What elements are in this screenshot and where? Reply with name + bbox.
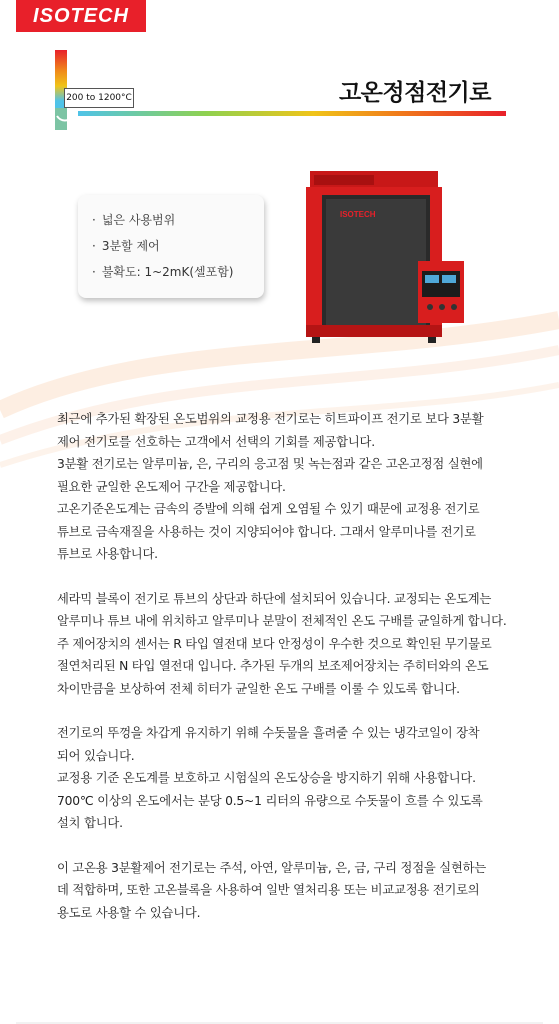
feature-item: · 불확도: 1~2mK(셀포함) [92,265,234,279]
title-underline [78,111,506,116]
description-text [57,408,517,924]
description-line: 설치 합니다. [57,816,123,830]
description-line: 차이만큼을 보상하여 전체 히터가 균일한 온도 구배를 이룰 수 있도록 합니다. [57,681,460,696]
feature-list [78,195,264,298]
description-line: 이 고온용 3분활제어 전기로는 주석, 아연, 알루미늄, 은, 금, 구리 정점을 실현하는 [57,860,487,875]
description-line: 필요한 균일한 온도제어 구간을 제공합니다. [57,479,286,494]
description-line [57,700,517,722]
description-line [57,566,517,588]
description-line: 튜브로 사용합니다. [57,547,158,561]
description-line: 최근에 추가된 확장된 온도범위의 교정용 전기로는 히트파이프 전기로 보다 3분활 [57,412,484,426]
description-line: 교정용 기준 온도계를 보호하고 시험실의 온도상승을 방지하기 위해 사용합니다. [57,771,476,785]
furnace-product-image [300,165,500,365]
feature-item: · 3분할 제어 [92,239,160,253]
description-line: 전기로의 뚜껑을 차갑게 유지하기 위해 수돗물을 흘려줄 수 있는 냉각코일이 장착 [57,726,480,740]
description-line: 절연처리된 N 타입 열전대 입니다. 추가된 두개의 보조제어장치는 주히터와의 온도 [57,659,489,673]
page-title: 고온정점전기로 [338,80,491,106]
description-line: 3분활 전기로는 알루미늄, 은, 구리의 응고점 및 녹는점과 같은 고온고정점 실현에 [57,457,483,471]
description-line: 고온기준온도계는 금속의 증발에 의해 쉽게 오염될 수 있기 때문에 교정용 전기로 [57,502,480,516]
furnace-brand-text: ISOTECH [340,210,376,219]
logo-text: ISOTECH [33,4,129,27]
feature-item: · 넓은 사용범위 [92,213,176,227]
description-line: 용도로 사용할 수 있습니다. [57,905,201,920]
temperature-range-label: 200 to 1200°C [64,88,134,108]
description-line: 튜브로 금속재질을 사용하는 것이 지양되어야 합니다. 그래서 알루미나를 전기로 [57,524,476,539]
description-line: 알루미나 튜브 내에 위치하고 알루미나 분말이 전체적인 온도 구배를 균일하게 합니다. [57,614,507,628]
brand-logo [16,0,146,32]
description-line: 700℃ 이상의 온도에서는 분당 0.5~1 리터의 유량으로 수돗물이 흐를 수 있도록 [57,793,483,808]
description-line: 주 제어장치의 센서는 R 타입 열전대 보다 안정성이 우수한 것으로 확인된 무기물로 [57,636,492,651]
description-line [57,835,517,857]
description-line: 데 적합하며, 또한 고온블록을 사용하여 일반 열처리용 또는 비교교정용 전기로의 [57,883,480,897]
description-line: 세라믹 블록이 전기로 튜브의 상단과 하단에 설치되어 있습니다. 교정되는 온도계는 [57,591,492,606]
description-line: 되어 있습니다. [57,748,135,763]
description-line: 제어 전기로를 선호하는 고객에서 선택의 기회를 제공합니다. [57,434,375,449]
